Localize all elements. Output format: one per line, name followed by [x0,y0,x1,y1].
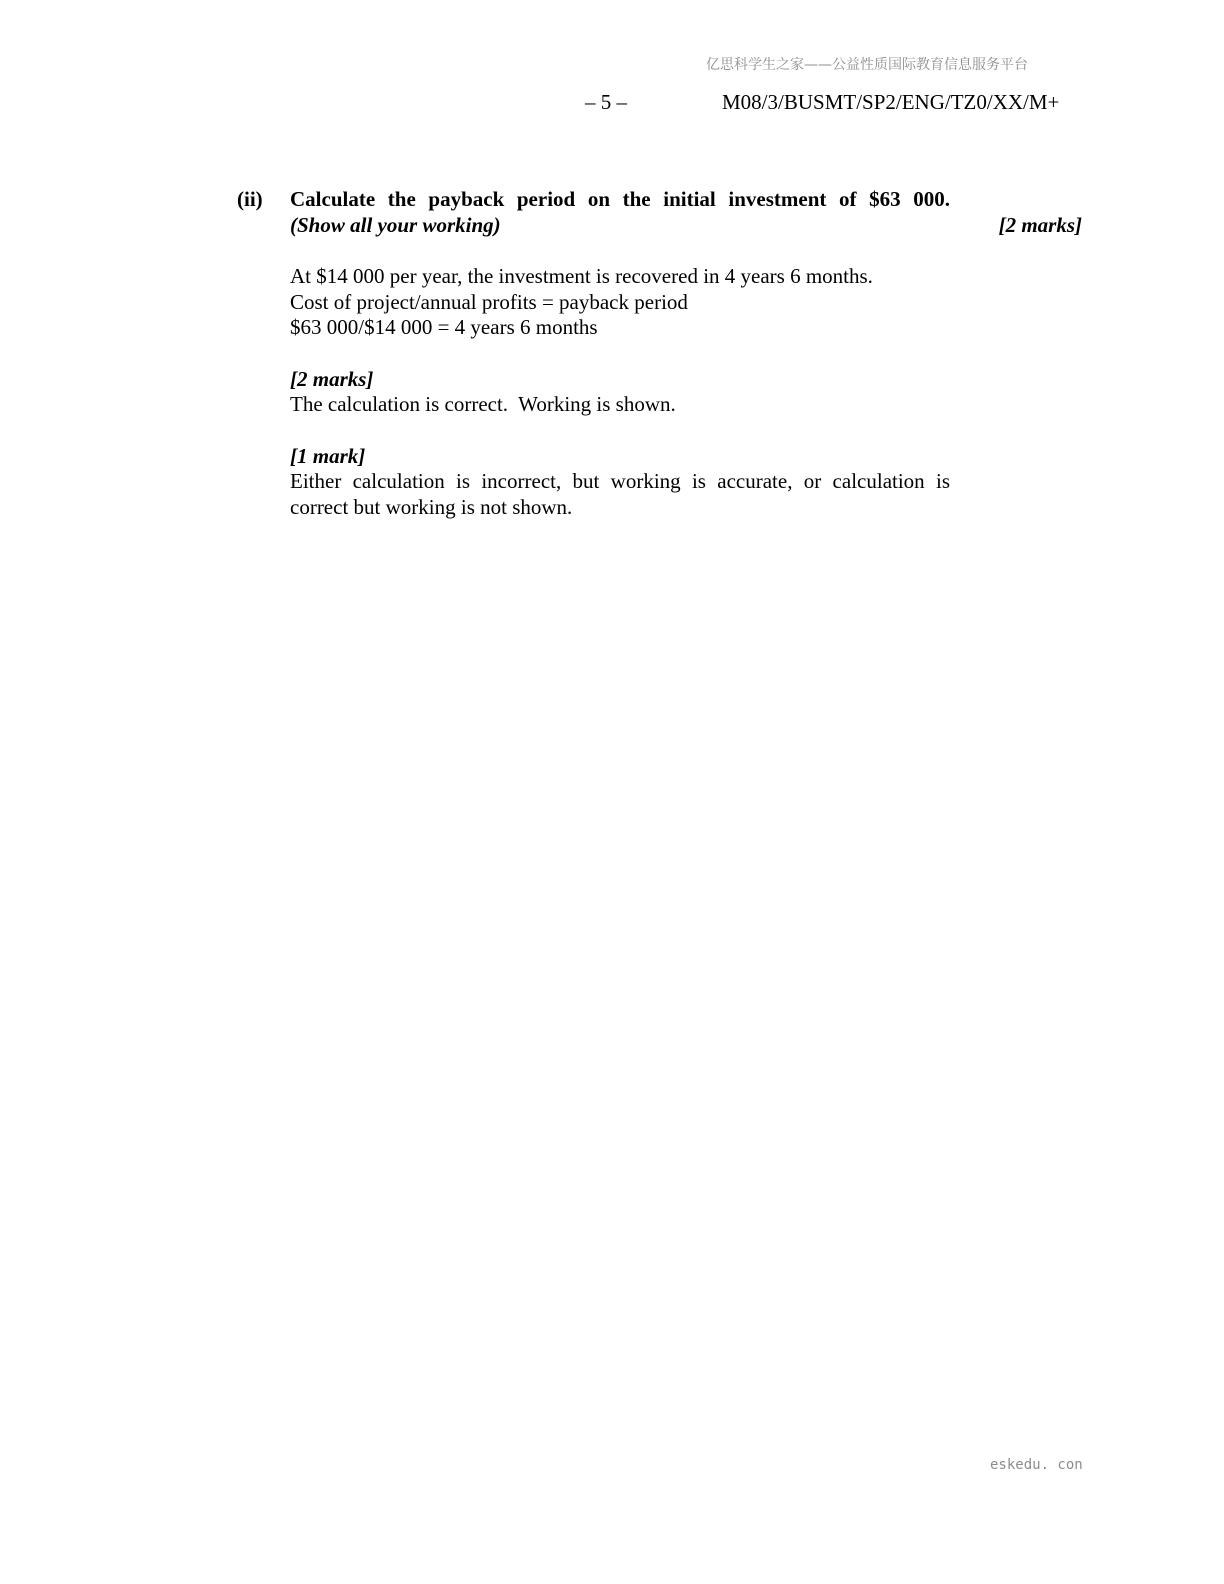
watermark-bottom: eskedu. con [990,1457,1083,1473]
markscheme-heading-2-marks: [2 marks] [290,367,374,391]
watermark-top: 亿思科学生之家——公益性质国际教育信息服务平台 [706,57,1028,73]
question-label: (ii) [237,187,263,211]
answer-line-2: Cost of project/annual profits = payback period [290,290,688,314]
page-number: – 5 – [585,90,627,114]
document-code: M08/3/BUSMT/SP2/ENG/TZ0/XX/M+ [722,90,1060,114]
markscheme-1-mark-text-line-1: Either calculation is incorrect, but working is accurate, or calculation is [290,469,950,493]
question-text: Calculate the payback period on the initial investment of $63 000. [290,187,950,211]
answer-line-3: $63 000/$14 000 = 4 years 6 months [290,315,598,339]
answer-line-1: At $14 000 per year, the investment is recovered in 4 years 6 months. [290,264,873,288]
question-instruction: (Show all your working) [290,213,501,237]
markscheme-heading-1-mark: [1 mark] [290,444,366,468]
question-marks: [2 marks] [998,213,1082,237]
markscheme-2-marks-text: The calculation is correct. Working is shown. [290,392,676,416]
markscheme-1-mark-text-line-2: correct but working is not shown. [290,495,573,519]
